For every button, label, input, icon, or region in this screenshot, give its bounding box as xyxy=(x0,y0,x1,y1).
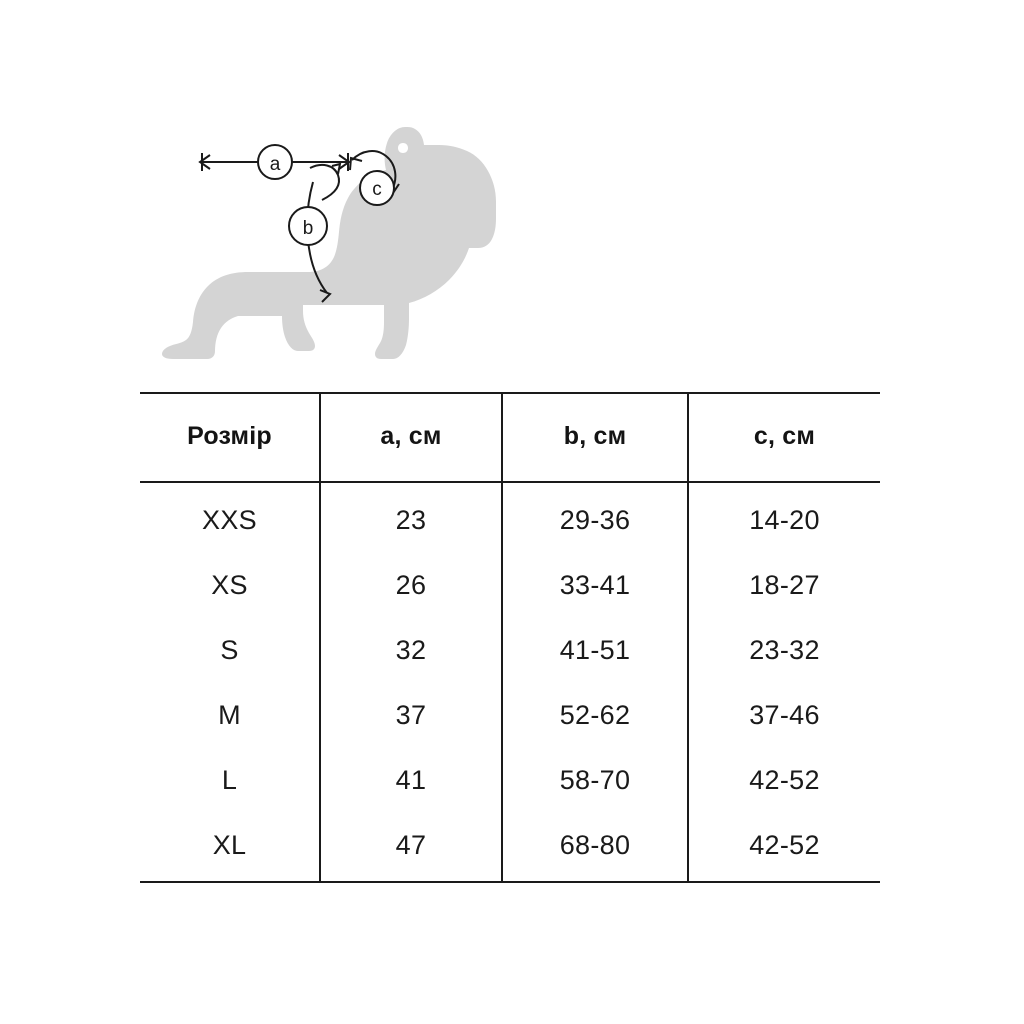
cell-a: 47 xyxy=(320,813,502,882)
cell-b: 41-51 xyxy=(502,618,688,683)
cell-a: 41 xyxy=(320,748,502,813)
table-row xyxy=(140,748,880,813)
cell-b: 68-80 xyxy=(502,813,688,882)
size-table-head xyxy=(140,393,880,482)
cell-c: 23-32 xyxy=(688,618,880,683)
measurement-diagram xyxy=(0,90,1024,390)
header-a: a, см xyxy=(320,393,502,482)
marker-a xyxy=(258,145,292,179)
header-b: b, см xyxy=(502,393,688,482)
cell-c: 14-20 xyxy=(688,482,880,553)
cell-c: 42-52 xyxy=(688,813,880,882)
cell-b: 52-62 xyxy=(502,683,688,748)
size-table-body xyxy=(140,482,880,882)
cell-c: 42-52 xyxy=(688,748,880,813)
cell-size: XS xyxy=(211,570,248,600)
cell-size: XXS xyxy=(202,505,257,535)
marker-a-label: a xyxy=(269,154,281,175)
dog-diagram-svg xyxy=(162,90,862,390)
cell-a: 37 xyxy=(320,683,502,748)
marker-b xyxy=(289,207,327,245)
cell-b: 58-70 xyxy=(502,748,688,813)
table-row xyxy=(140,553,880,618)
cell-a: 23 xyxy=(320,482,502,553)
cell-b: 29-36 xyxy=(502,482,688,553)
table-row xyxy=(140,683,880,748)
marker-c-label: c xyxy=(372,179,382,200)
cell-b: 33-41 xyxy=(502,553,688,618)
marker-b-label: b xyxy=(302,218,314,239)
table-row xyxy=(140,813,880,882)
cell-a: 32 xyxy=(320,618,502,683)
marker-c xyxy=(360,171,394,205)
table-header-row xyxy=(140,393,880,482)
cell-c: 18-27 xyxy=(688,553,880,618)
table-row xyxy=(140,482,880,553)
size-table xyxy=(140,392,880,883)
table-row xyxy=(140,618,880,683)
cell-size: S xyxy=(220,635,239,665)
cell-c: 37-46 xyxy=(688,683,880,748)
cell-size: L xyxy=(221,765,238,795)
cell-a: 26 xyxy=(320,553,502,618)
cell-size: M xyxy=(218,700,241,730)
header-size: Розмір xyxy=(187,422,272,450)
cell-size: XL xyxy=(212,830,247,860)
header-c: c, см xyxy=(688,393,880,482)
